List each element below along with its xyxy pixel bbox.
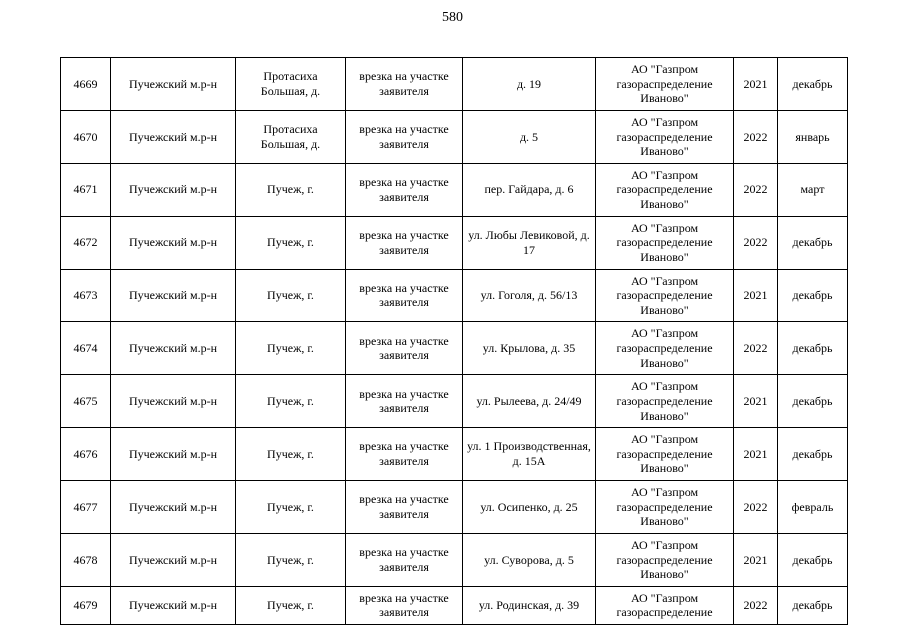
cell-address: ул. 1 Производственная, д. 15А [463,428,596,481]
cell-org: АО "Газпром газораспределение Иваново" [596,216,734,269]
cell-month: декабрь [778,216,848,269]
cell-month: декабрь [778,58,848,111]
cell-year: 2022 [734,216,778,269]
cell-org: АО "Газпром газораспределение [596,586,734,624]
cell-id: 4675 [61,375,111,428]
cell-month: февраль [778,481,848,534]
table-row [61,375,848,428]
cell-address: д. 5 [463,110,596,163]
table-row [61,216,848,269]
cell-address: ул. Суворова, д. 5 [463,533,596,586]
cell-address: д. 19 [463,58,596,111]
cell-year: 2022 [734,163,778,216]
cell-address: пер. Гайдара, д. 6 [463,163,596,216]
cell-district: Пучежский м.р-н [111,269,236,322]
cell-work: врезка на участке заявителя [346,428,463,481]
cell-id: 4678 [61,533,111,586]
cell-work: врезка на участке заявителя [346,163,463,216]
cell-work: врезка на участке заявителя [346,586,463,624]
cell-id: 4670 [61,110,111,163]
table-row [61,428,848,481]
cell-org: АО "Газпром газораспределение Иваново" [596,428,734,481]
cell-month: март [778,163,848,216]
cell-org: АО "Газпром газораспределение Иваново" [596,375,734,428]
cell-locality: Пучеж, г. [236,533,346,586]
cell-district: Пучежский м.р-н [111,216,236,269]
table-row [61,58,848,111]
cell-district: Пучежский м.р-н [111,428,236,481]
cell-year: 2021 [734,533,778,586]
page-number: 580 [442,10,463,25]
table-row [61,533,848,586]
table-row [61,110,848,163]
cell-org: АО "Газпром газораспределение Иваново" [596,269,734,322]
cell-locality: Пучеж, г. [236,428,346,481]
cell-year: 2022 [734,110,778,163]
cell-address: ул. Гоголя, д. 56/13 [463,269,596,322]
cell-work: врезка на участке заявителя [346,269,463,322]
cell-locality: Протасиха Большая, д. [236,58,346,111]
cell-address: ул. Любы Левиковой, д. 17 [463,216,596,269]
cell-district: Пучежский м.р-н [111,322,236,375]
cell-month: декабрь [778,375,848,428]
cell-work: врезка на участке заявителя [346,110,463,163]
cell-address: ул. Родинская, д. 39 [463,586,596,624]
cell-month: декабрь [778,533,848,586]
cell-district: Пучежский м.р-н [111,163,236,216]
cell-locality: Пучеж, г. [236,586,346,624]
cell-work: врезка на участке заявителя [346,375,463,428]
cell-id: 4677 [61,481,111,534]
cell-year: 2021 [734,58,778,111]
cell-work: врезка на участке заявителя [346,533,463,586]
cell-locality: Пучеж, г. [236,322,346,375]
cell-org: АО "Газпром газораспределение Иваново" [596,163,734,216]
cell-year: 2022 [734,322,778,375]
cell-id: 4673 [61,269,111,322]
table-row [61,163,848,216]
cell-id: 4672 [61,216,111,269]
cell-work: врезка на участке заявителя [346,216,463,269]
table-row [61,322,848,375]
cell-locality: Пучеж, г. [236,375,346,428]
cell-id: 4676 [61,428,111,481]
cell-work: врезка на участке заявителя [346,322,463,375]
cell-id: 4671 [61,163,111,216]
cell-year: 2021 [734,269,778,322]
cell-locality: Пучеж, г. [236,163,346,216]
cell-year: 2022 [734,586,778,624]
cell-locality: Пучеж, г. [236,481,346,534]
cell-locality: Пучеж, г. [236,269,346,322]
cell-year: 2021 [734,375,778,428]
cell-address: ул. Осипенко, д. 25 [463,481,596,534]
table-body [61,58,848,625]
cell-id: 4679 [61,586,111,624]
cell-address: ул. Крылова, д. 35 [463,322,596,375]
table-row [61,269,848,322]
cell-address: ул. Рылеева, д. 24/49 [463,375,596,428]
cell-org: АО "Газпром газораспределение Иваново" [596,58,734,111]
cell-work: врезка на участке заявителя [346,58,463,111]
cell-org: АО "Газпром газораспределение Иваново" [596,481,734,534]
cell-year: 2021 [734,428,778,481]
cell-org: АО "Газпром газораспределение Иваново" [596,110,734,163]
table-row [61,586,848,624]
cell-month: декабрь [778,586,848,624]
cell-org: АО "Газпром газораспределение Иваново" [596,533,734,586]
cell-month: декабрь [778,428,848,481]
cell-district: Пучежский м.р-н [111,375,236,428]
cell-month: январь [778,110,848,163]
cell-month: декабрь [778,322,848,375]
cell-year: 2022 [734,481,778,534]
data-table [60,57,848,625]
cell-district: Пучежский м.р-н [111,110,236,163]
cell-locality: Пучеж, г. [236,216,346,269]
cell-org: АО "Газпром газораспределение Иваново" [596,322,734,375]
cell-id: 4674 [61,322,111,375]
cell-district: Пучежский м.р-н [111,586,236,624]
cell-district: Пучежский м.р-н [111,533,236,586]
cell-work: врезка на участке заявителя [346,481,463,534]
cell-district: Пучежский м.р-н [111,58,236,111]
table-row [61,481,848,534]
cell-month: декабрь [778,269,848,322]
cell-district: Пучежский м.р-н [111,481,236,534]
cell-locality: Протасиха Большая, д. [236,110,346,163]
cell-id: 4669 [61,58,111,111]
